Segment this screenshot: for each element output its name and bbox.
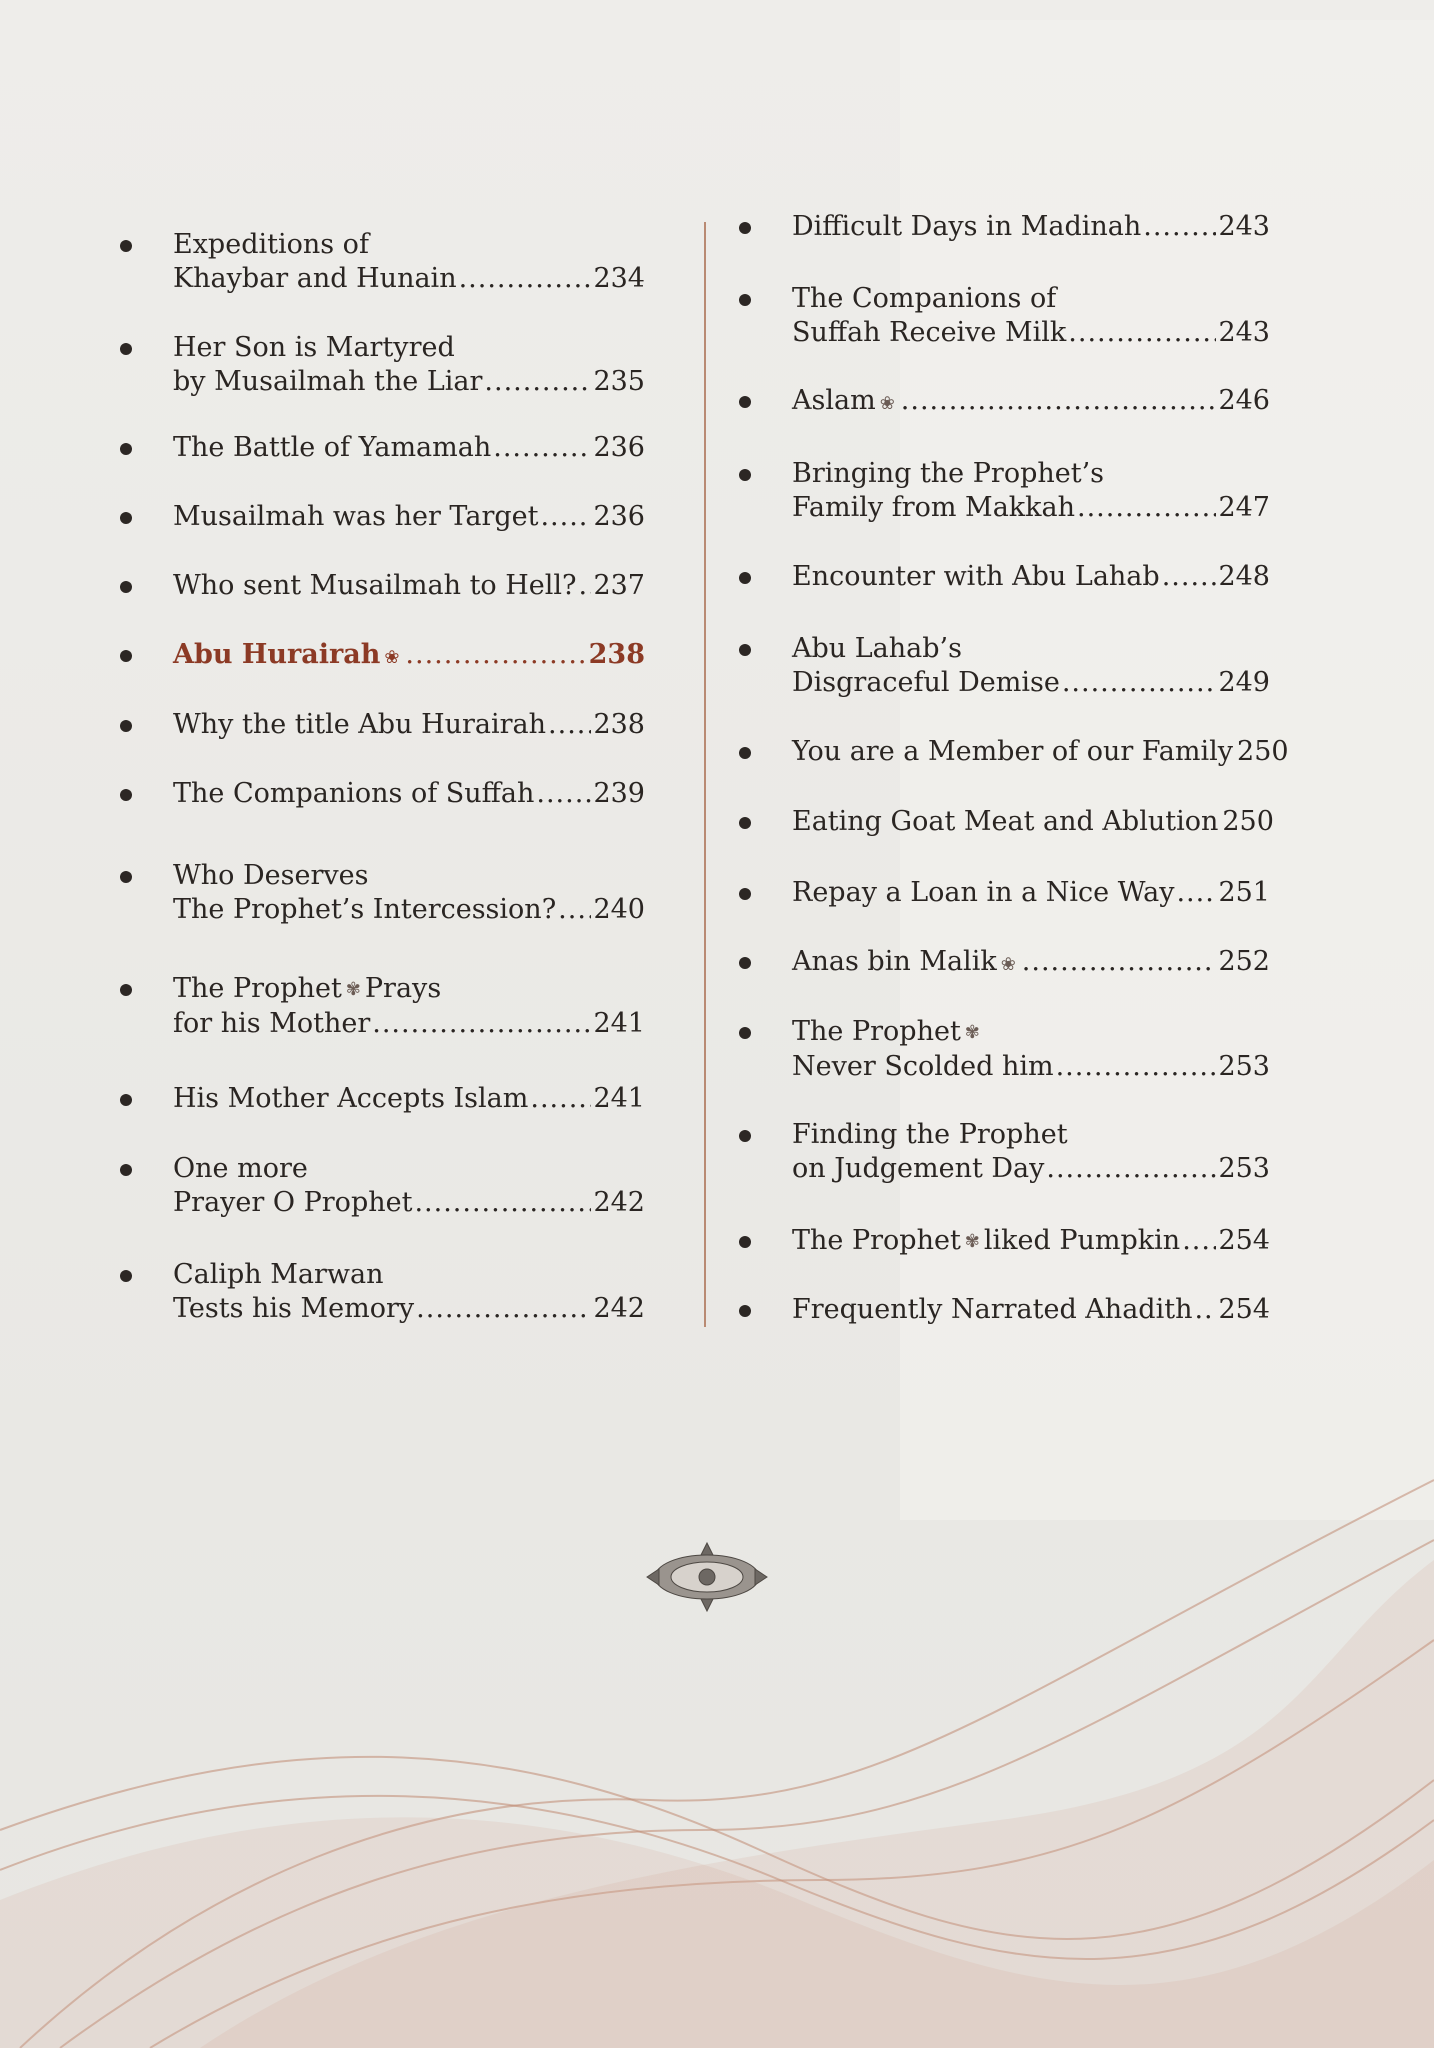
page-number: 243: [1218, 317, 1270, 348]
page-number: 242: [593, 1293, 645, 1324]
toc-entry-title-line: [792, 210, 1270, 244]
toc-entry-title: The Battle of Yamamah: [173, 432, 492, 463]
toc-entry-title: Never Scolded him: [792, 1050, 1054, 1082]
bullet-icon: [120, 443, 132, 455]
toc-entry-first-line: [792, 632, 1270, 666]
toc-entry-title: Repay a Loan in a Nice Way: [792, 877, 1175, 908]
toc-entry-title: Tests his Memory: [173, 1293, 415, 1324]
bullet-icon: [120, 1094, 132, 1106]
toc-entry-text: [173, 859, 645, 927]
toc-entry-first-line: [173, 1152, 645, 1186]
toc-entry-title-line: [173, 893, 645, 927]
toc-entry-title: Abu Lahab’s: [792, 633, 962, 664]
toc-entry-first-line: [792, 1118, 1270, 1152]
toc-entry-title: Finding the Prophet: [792, 1119, 1068, 1150]
toc-entry-title: Who sent Musailmah to Hell?: [173, 570, 577, 601]
page-number: 247: [1218, 492, 1270, 523]
toc-entry-title: You are a Member of our Family: [792, 736, 1234, 767]
dot-leader: [459, 262, 592, 296]
toc-entry-title: Bringing the Prophet’s: [792, 458, 1105, 489]
toc-entry-title: [792, 1224, 1180, 1259]
salutation-icon: ✾: [964, 1021, 980, 1043]
dot-leader: [1182, 1224, 1216, 1258]
page-number: 243: [1218, 211, 1270, 242]
toc-entry-text: [792, 457, 1270, 525]
toc-entry-title: The Prophet’s Intercession?: [173, 894, 557, 925]
toc-entry-title: The Companions of: [792, 283, 1057, 314]
bullet-icon: [739, 1130, 751, 1142]
bullet-icon: [739, 888, 751, 900]
honor-icon: ❀: [879, 393, 895, 414]
toc-entry-text: [173, 1082, 645, 1116]
toc-entry-title-line: [173, 1292, 645, 1326]
toc-entry-title: Her Son is Martyred: [173, 332, 455, 363]
bullet-icon: [120, 343, 132, 355]
toc-entry-title-line: [792, 1152, 1270, 1186]
dot-leader: [540, 500, 591, 534]
bullet-icon: [739, 396, 751, 408]
bullet-icon: [120, 1270, 132, 1282]
toc-entry-title: Aslam: [792, 385, 876, 416]
dot-leader: [414, 1186, 591, 1220]
page-number: 253: [1218, 1153, 1270, 1184]
toc-entry-title-line: [173, 638, 645, 675]
bullet-icon: [739, 222, 751, 234]
honor-icon: ❀: [384, 647, 400, 668]
bullet-icon: [739, 747, 751, 759]
dot-leader: [405, 638, 586, 672]
toc-entry-title: on Judgement Day: [792, 1153, 1045, 1184]
dot-leader: [1068, 316, 1216, 350]
toc-entry-text: [173, 569, 645, 603]
toc-entry-title: Expeditions of: [173, 229, 369, 260]
dot-leader: [558, 893, 591, 927]
toc-entry-text: [792, 560, 1270, 594]
bullet-icon: [739, 1236, 751, 1248]
page-number: 242: [593, 1187, 645, 1218]
toc-entry-title-line: [173, 1082, 645, 1116]
bullet-icon: [120, 650, 132, 662]
toc-entry-text: [173, 777, 645, 811]
toc-entry-title: Anas bin Malik: [792, 946, 997, 977]
toc-entry-first-line: [173, 859, 645, 893]
ornament-icon: [637, 1537, 777, 1617]
toc-entry-title: One more: [173, 1153, 308, 1184]
toc-entry-title: Why the title Abu Hurairah: [173, 709, 547, 740]
toc-entry-title-line: [792, 666, 1270, 700]
toc-entry-title: Encounter with Abu Lahab: [792, 561, 1160, 592]
page-number: 234: [593, 263, 645, 294]
toc-entry-text: [173, 331, 645, 399]
dot-leader: [372, 1007, 591, 1041]
page-number: 251: [1218, 877, 1270, 908]
toc-entry-title: Disgraceful Demise: [792, 667, 1060, 698]
page-number: 235: [593, 366, 645, 397]
dot-leader: [1046, 1152, 1216, 1186]
toc-entry-title-line: [792, 384, 1270, 421]
toc-entry-title: Difficult Days in Madinah: [792, 211, 1142, 242]
toc-entry-title: The Prophet: [173, 973, 342, 1004]
toc-entry-text: [792, 805, 1274, 839]
toc-entry-title-line: [792, 560, 1270, 594]
dot-leader: [493, 431, 591, 465]
toc-entry-text: [173, 500, 645, 534]
toc-entry-first-line: [173, 972, 645, 1007]
bullet-icon: [739, 1027, 751, 1039]
toc-entry-text: [173, 972, 645, 1041]
bullet-icon: [739, 644, 751, 656]
dot-leader: [1162, 560, 1217, 594]
toc-entry-title-part: liked Pumpkin: [983, 1225, 1181, 1256]
page-number: 250: [1222, 806, 1274, 837]
toc-entry-text: [173, 638, 645, 675]
page-number: 236: [593, 501, 645, 532]
toc-entry-title: Khaybar and Hunain: [173, 263, 457, 294]
toc-entry-first-line: [173, 331, 645, 365]
toc-entry-title-line: [173, 1186, 645, 1220]
toc-entry-text: [173, 1152, 645, 1220]
dot-leader: [1077, 491, 1216, 525]
toc-entry-text: [792, 1015, 1270, 1084]
toc-entry-text: [792, 735, 1289, 769]
bullet-icon: [120, 581, 132, 593]
toc-entry-title: His Mother Accepts Islam: [173, 1083, 529, 1114]
toc-entry-title-line: [173, 365, 645, 399]
toc-entry-title-line: [792, 491, 1270, 525]
toc-entry-text: [173, 708, 645, 742]
page-number: 250: [1237, 736, 1289, 767]
salutation-icon: ✾: [345, 978, 361, 1000]
page-number: 238: [588, 639, 645, 670]
toc-entry-title: by Musailmah the Liar: [173, 366, 483, 397]
toc-entry-title: Frequently Narrated Ahadith: [792, 1294, 1193, 1325]
toc-entry-title-line: [173, 569, 645, 603]
toc-entry-title-suffix: Prays: [364, 973, 442, 1004]
toc-entry-title: Caliph Marwan: [173, 1259, 384, 1290]
toc-entry-title-line: [792, 1224, 1270, 1259]
toc-entry-title-line: [173, 431, 645, 465]
bullet-icon: [120, 984, 132, 996]
toc-entry-title: Prayer O Prophet: [173, 1187, 413, 1218]
bullet-icon: [739, 469, 751, 481]
dot-leader: [416, 1292, 591, 1326]
dot-leader: [1062, 666, 1217, 700]
toc-entry-title: Suffah Receive Milk: [792, 317, 1067, 348]
toc-entry-text: [792, 632, 1270, 700]
toc-entry-first-line: [792, 282, 1270, 316]
salutation-icon: ✾: [964, 1230, 980, 1252]
column-divider: [704, 222, 706, 1327]
toc-entry-first-line: [792, 1015, 1270, 1050]
toc-entry-title-line: [792, 805, 1274, 839]
bullet-icon: [120, 1164, 132, 1176]
page-number: 237: [593, 570, 645, 601]
dot-leader: [579, 569, 592, 603]
page-number: 241: [593, 1007, 645, 1039]
toc-entry-text: [792, 282, 1270, 350]
toc-entry-title-part: The Prophet: [792, 1225, 961, 1256]
dot-leader: [1194, 1293, 1216, 1327]
page-number: 253: [1218, 1050, 1270, 1082]
toc-entry-text: [792, 1293, 1270, 1327]
page-number: 252: [1218, 946, 1270, 977]
bullet-icon: [120, 871, 132, 883]
bullet-icon: [739, 817, 751, 829]
bullet-icon: [120, 789, 132, 801]
toc-entry-text: [173, 1258, 645, 1326]
toc-entry-text: [792, 945, 1270, 982]
toc-entry-text: [792, 1118, 1270, 1186]
toc-entry-title-line: [173, 1007, 645, 1041]
dot-leader: [484, 365, 591, 399]
page-number: 236: [593, 432, 645, 463]
toc-entry-title: Who Deserves: [173, 860, 369, 891]
toc-entry-title-line: [173, 262, 645, 296]
toc-entry-title-line: [792, 735, 1289, 769]
page-number: 239: [593, 778, 645, 809]
toc-entry-first-line: [792, 457, 1270, 491]
page-number: 240: [593, 894, 645, 925]
page-number: 254: [1218, 1225, 1270, 1256]
bullet-icon: [739, 294, 751, 306]
dot-leader: [548, 708, 591, 742]
toc-entry-title: Abu Hurairah: [173, 639, 381, 670]
bullet-icon: [739, 1305, 751, 1317]
toc-entry-title: Musailmah was her Target: [173, 501, 539, 532]
toc-entry-text: [792, 876, 1270, 910]
toc-entry-title-line: [173, 500, 645, 534]
bullet-icon: [120, 720, 132, 732]
toc-entry-title-line: [173, 777, 645, 811]
toc-entry-first-line: [173, 1258, 645, 1292]
toc-entry-text: [792, 210, 1270, 244]
dot-leader: [536, 777, 591, 811]
page-number: 241: [593, 1083, 645, 1114]
dot-leader: [901, 384, 1217, 418]
toc-entry-text: [173, 228, 645, 296]
toc-entry-title-line: [792, 316, 1270, 350]
toc-entry-text: [792, 384, 1270, 421]
dot-leader: [1056, 1050, 1217, 1084]
toc-entry-title-line: [173, 708, 645, 742]
dot-leader: [1143, 210, 1216, 244]
bullet-icon: [739, 957, 751, 969]
toc-entry-title: The Companions of Suffah: [173, 778, 535, 809]
toc-entry-title-line: [792, 1050, 1270, 1084]
honor-icon: ❀: [1000, 954, 1016, 975]
toc-entry-title: The Prophet: [792, 1016, 961, 1047]
bullet-icon: [739, 572, 751, 584]
toc-entry-title-line: [792, 945, 1270, 982]
page-number: 248: [1218, 561, 1270, 592]
page-number: 238: [593, 709, 645, 740]
toc-entry-title-line: [792, 876, 1270, 910]
toc-entry-first-line: [173, 228, 645, 262]
page-number: 246: [1218, 385, 1270, 416]
bullet-icon: [120, 512, 132, 524]
toc-entry-title: for his Mother: [173, 1007, 371, 1039]
toc-entry-text: [173, 431, 645, 465]
page-number: 254: [1218, 1294, 1270, 1325]
toc-entry-title: Family from Makkah: [792, 492, 1075, 523]
toc-entry-title: Eating Goat Meat and Ablution: [792, 806, 1219, 837]
page-number: 249: [1218, 667, 1270, 698]
toc-entry-text: [792, 1224, 1270, 1259]
dot-leader: [1022, 945, 1217, 979]
toc-entry-title-line: [792, 1293, 1270, 1327]
bullet-icon: [120, 240, 132, 252]
dot-leader: [530, 1082, 591, 1116]
dot-leader: [1176, 876, 1216, 910]
